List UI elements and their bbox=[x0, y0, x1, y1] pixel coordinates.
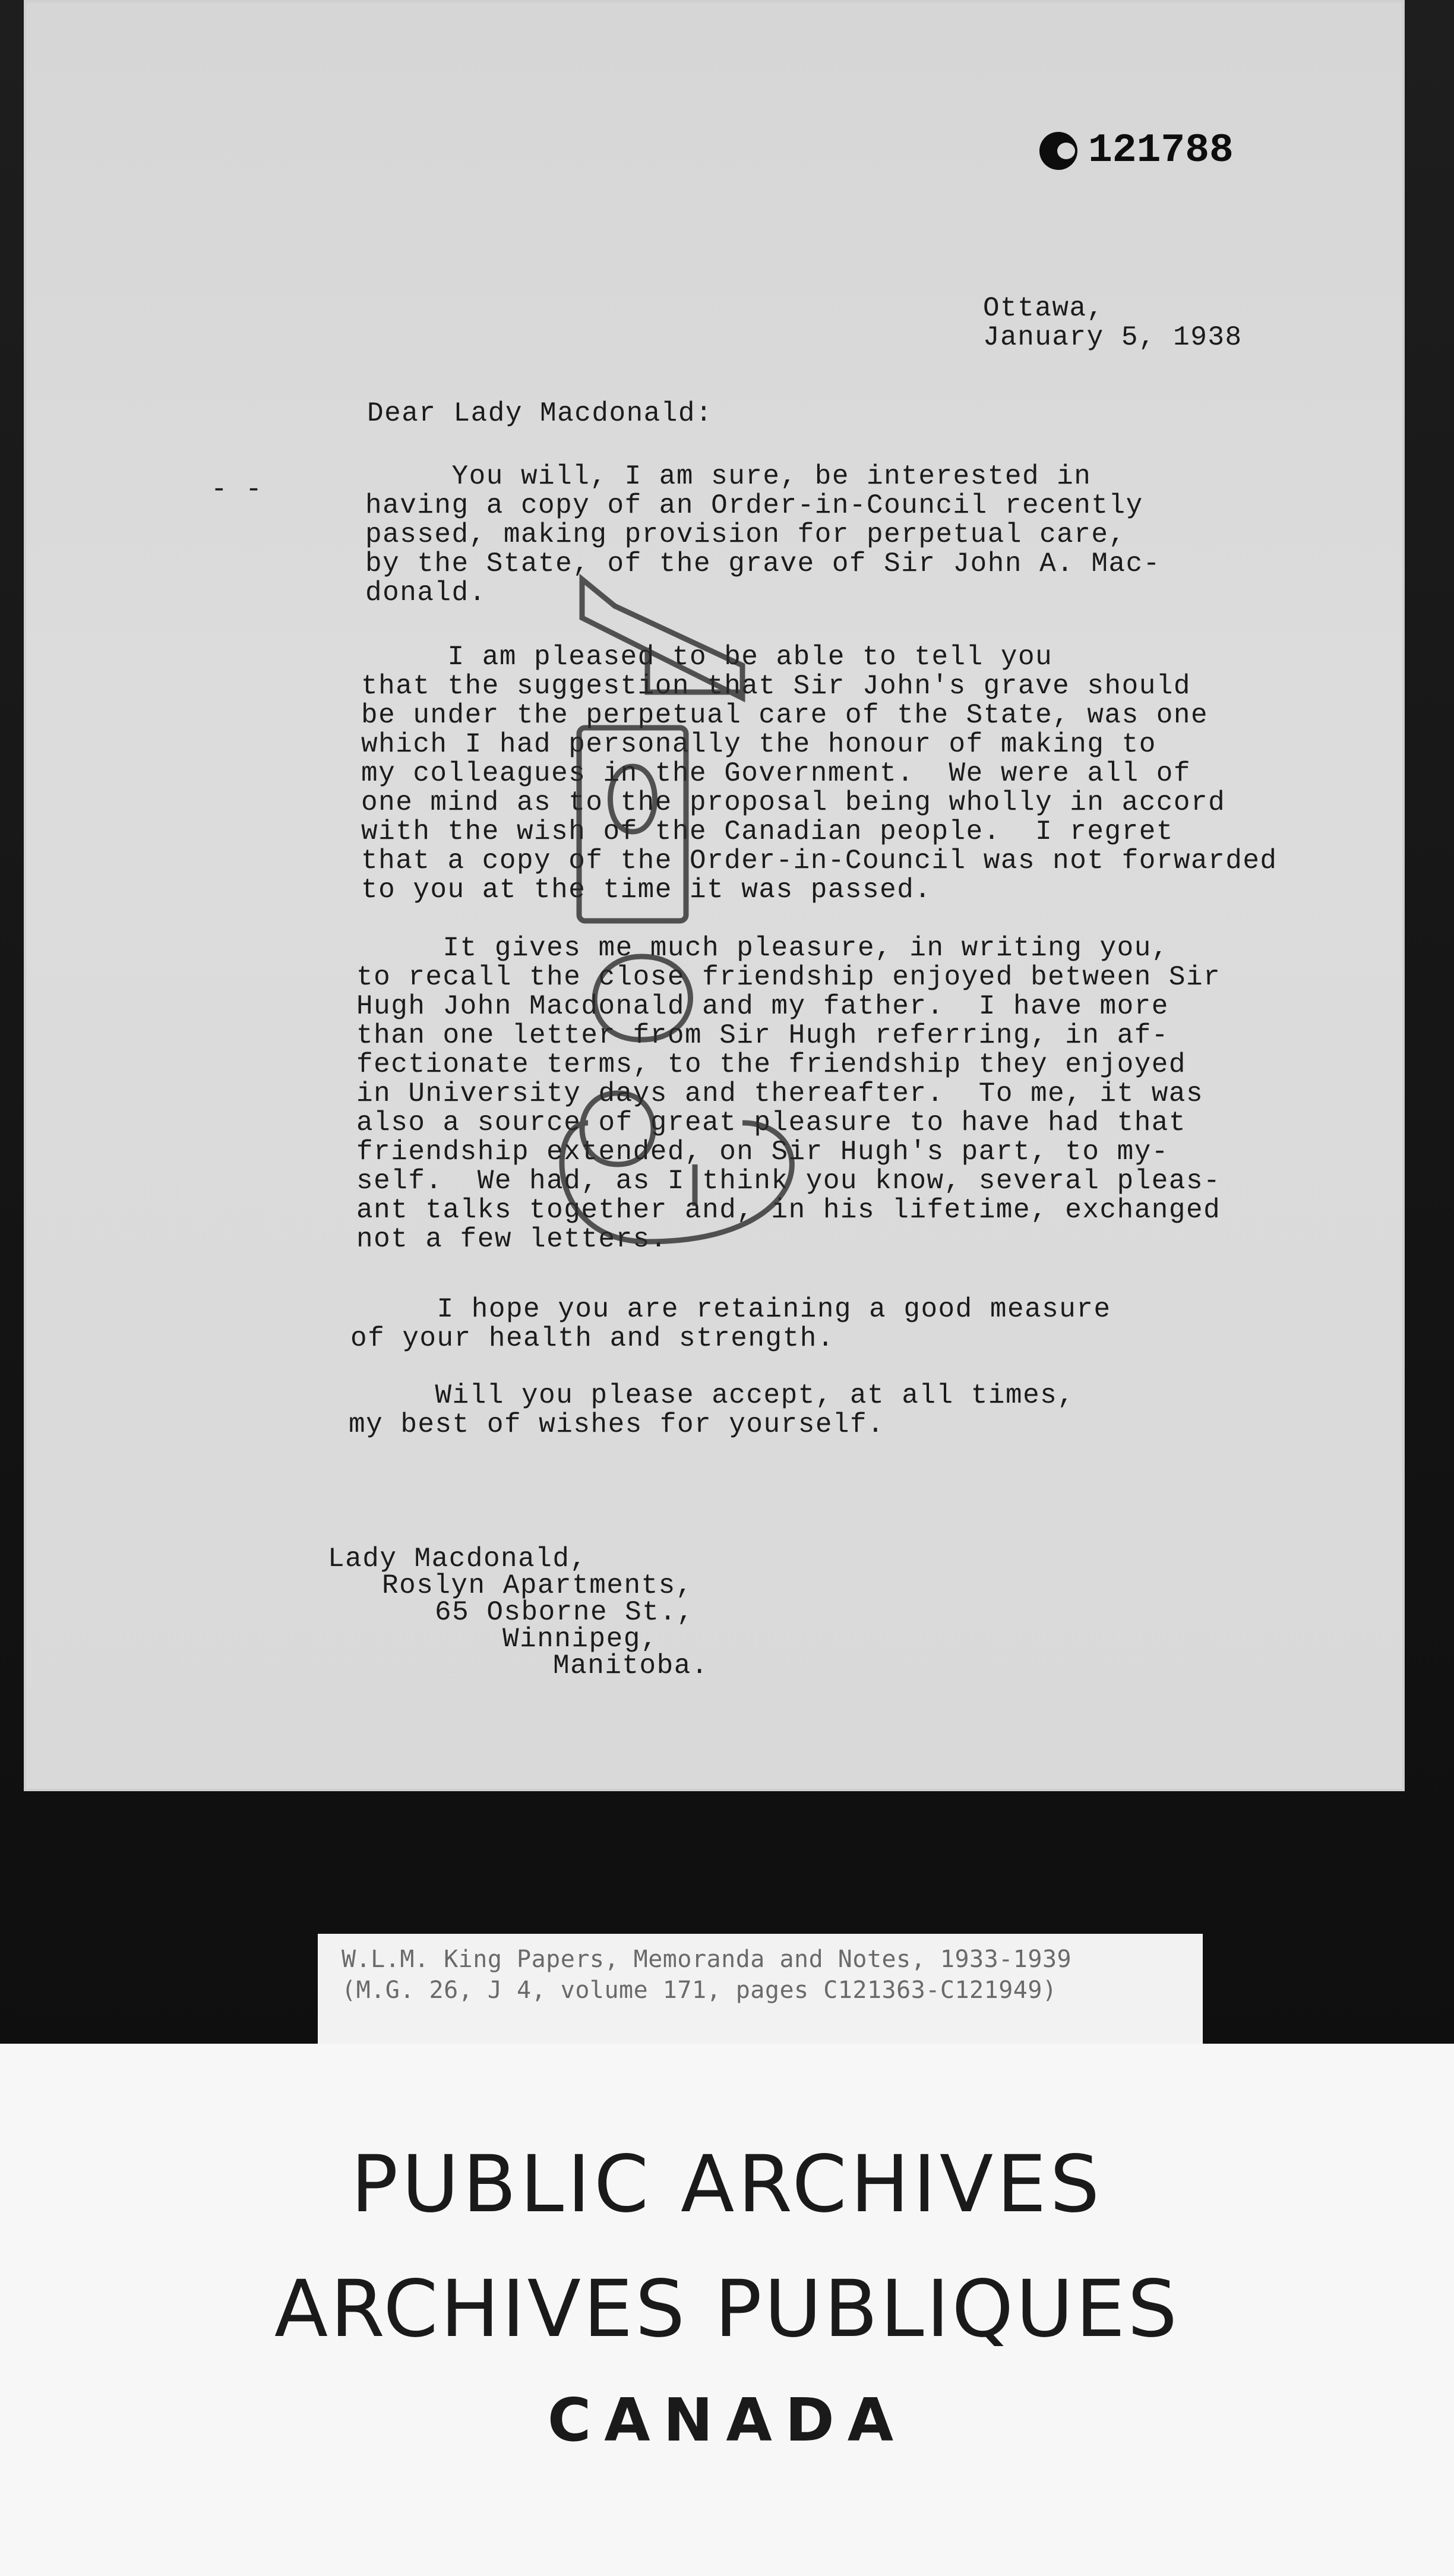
line: I hope you are retaining a good measure bbox=[350, 1294, 1111, 1325]
banner-country: CANADA bbox=[547, 2385, 907, 2455]
c-prefix-icon bbox=[1039, 132, 1077, 170]
line: also a source of great pleasure to have had that bbox=[356, 1107, 1187, 1138]
line: friendship extended, on Sir Hugh's part, to my- bbox=[356, 1137, 1169, 1167]
address-city: Winnipeg, bbox=[502, 1624, 658, 1655]
address-number: 65 Osborne St., bbox=[435, 1597, 694, 1628]
address-province: Manitoba. bbox=[553, 1650, 709, 1681]
dateline bbox=[983, 294, 1243, 352]
line: which I had personally the honour of making to bbox=[361, 729, 1156, 760]
address-street: Roslyn Apartments, bbox=[382, 1570, 693, 1601]
citation-line-2: (M.G. 26, J 4, volume 171, pages C121363-C121949) bbox=[342, 1977, 1057, 2004]
document-number-text: 121788 bbox=[1088, 128, 1234, 173]
line: self. We had, as I think you know, several pleas- bbox=[356, 1166, 1221, 1197]
citation-slip bbox=[318, 1934, 1203, 2047]
copy-stamp-icon bbox=[546, 570, 915, 1283]
line: that the suggestion that Sir John's grave should bbox=[361, 671, 1191, 702]
line: not a few letters. bbox=[356, 1224, 668, 1255]
line: passed, making provision for perpetual care, bbox=[365, 519, 1126, 550]
paragraph-5 bbox=[349, 1381, 1074, 1439]
archives-banner bbox=[0, 2044, 1454, 2576]
line: having a copy of an Order-in-Council recently bbox=[365, 490, 1143, 521]
dateline-city: Ottawa, bbox=[983, 293, 1104, 324]
banner-french: ARCHIVES PUBLIQUES bbox=[274, 2264, 1180, 2355]
salutation: Dear Lady Macdonald: bbox=[367, 398, 713, 429]
line: my colleagues in the Government. We were all of bbox=[361, 758, 1191, 789]
dateline-date: January 5, 1938 bbox=[983, 322, 1243, 353]
document-number bbox=[1039, 128, 1234, 173]
line: It gives me much pleasure, in writing you, bbox=[356, 933, 1169, 964]
line: one mind as to the proposal being wholly in accord bbox=[361, 787, 1226, 818]
line: Will you please accept, at all times, bbox=[349, 1380, 1075, 1411]
line: You will, I am sure, be interested in bbox=[365, 461, 1092, 492]
line: to you at the time it was passed. bbox=[361, 875, 932, 905]
line: I am pleased to be able to tell you bbox=[361, 642, 1053, 673]
citation-line-1: W.L.M. King Papers, Memoranda and Notes, 1933-1939 bbox=[342, 1946, 1072, 1973]
line: that a copy of the Order-in-Council was not forwarded bbox=[361, 845, 1278, 876]
address-name: Lady Macdonald, bbox=[328, 1543, 587, 1574]
line: by the State, of the grave of Sir John A. Mac- bbox=[365, 548, 1161, 579]
line: be under the perpetual care of the State, was one bbox=[361, 700, 1209, 731]
line: of your health and strength. bbox=[350, 1323, 835, 1354]
line: than one letter from Sir Hugh referring, in af- bbox=[356, 1020, 1169, 1051]
line: ant talks together and, in his lifetime, exchanged bbox=[356, 1195, 1221, 1226]
paragraph-4 bbox=[350, 1295, 1111, 1353]
line: Hugh John Macdonald and my father. I have more bbox=[356, 991, 1169, 1022]
line: fectionate terms, to the friendship they enjoyed bbox=[356, 1049, 1187, 1080]
letter-sheet bbox=[24, 0, 1405, 1791]
margin-mark: - - bbox=[211, 474, 263, 505]
line: donald. bbox=[365, 577, 486, 608]
line: with the wish of the Canadian people. I regret bbox=[361, 816, 1174, 847]
line: to recall the close friendship enjoyed between Sir bbox=[356, 962, 1221, 993]
line: my best of wishes for yourself. bbox=[349, 1409, 885, 1440]
line: in University days and thereafter. To me, it was bbox=[356, 1078, 1204, 1109]
banner-english: PUBLIC ARCHIVES bbox=[350, 2139, 1104, 2230]
